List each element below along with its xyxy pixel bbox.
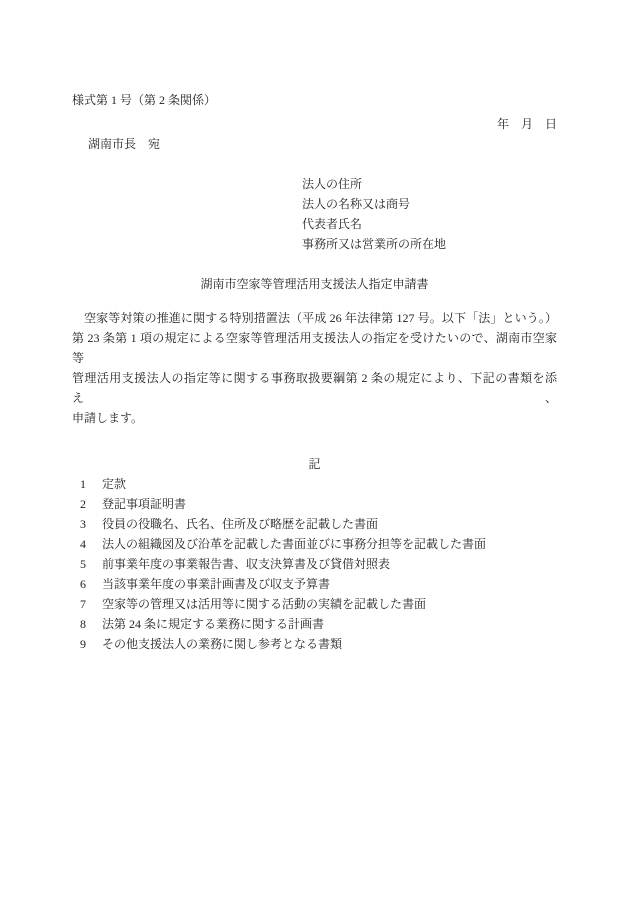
applicant-name-label: 法人の名称又は商号	[302, 197, 411, 211]
date-line: 年 月 日	[496, 117, 557, 131]
list-item	[80, 594, 557, 614]
list-item-number: 6	[80, 577, 86, 591]
body-paragraph	[72, 308, 557, 428]
list-item-text: 登記事項証明書	[102, 497, 187, 511]
list-item	[80, 474, 557, 494]
form-number: 様式第 1 号（第 2 条関係）	[72, 93, 217, 107]
list-item-number: 5	[80, 557, 86, 571]
list-item	[80, 514, 557, 534]
list-item-number: 4	[80, 537, 86, 551]
addressee: 湖南市長 宛	[88, 137, 161, 151]
applicant-address-label: 法人の住所	[302, 177, 363, 191]
document-title: 湖南市空家等管理活用支援法人指定申請書	[200, 277, 429, 291]
list-item-number: 9	[80, 637, 86, 651]
list-item-number: 2	[80, 497, 86, 511]
list-item-text: 定款	[102, 477, 127, 491]
list-item-number: 8	[80, 617, 86, 631]
body-line: 空家等対策の推進に関する特別措置法（平成 26 年法律第 127 号。以下「法」という。）	[84, 311, 557, 325]
list-item-number: 3	[80, 517, 86, 531]
list-item-text: その他支援法人の業務に関し参考となる書類	[102, 637, 343, 651]
body-line: 管理活用支援法人の指定等に関する事務取扱要綱第 2 条の規定により、下記の書類を添え、	[72, 371, 557, 405]
list-item	[80, 494, 557, 514]
list-item-text: 前事業年度の事業報告書、収支決算書及び貸借対照表	[102, 557, 391, 571]
list-item	[80, 634, 557, 654]
list-item-text: 法第 24 条に規定する業務に関する計画書	[102, 617, 325, 631]
body-line: 申請します。	[72, 411, 144, 425]
body-line: 第 23 条第 1 項の規定による空家等管理活用支援法人の指定を受けたいので、湖南市空家等	[72, 331, 557, 365]
list-item	[80, 574, 557, 594]
list-item	[80, 614, 557, 634]
list-item	[80, 554, 557, 574]
list-item-text: 当該事業年度の事業計画書及び収支予算書	[102, 577, 331, 591]
applicant-fields	[302, 174, 557, 254]
section-marker-ki: 記	[308, 457, 321, 471]
list-item-text: 法人の組織図及び沿革を記載した書面並びに事務分担等を記載した書面	[102, 537, 487, 551]
attachment-list	[72, 474, 557, 654]
list-item-number: 7	[80, 597, 86, 611]
office-location-label: 事務所又は営業所の所在地	[302, 237, 447, 251]
list-item	[80, 534, 557, 554]
list-item-text: 役員の役職名、氏名、住所及び略歴を記載した書面	[102, 517, 379, 531]
list-item-number: 1	[80, 477, 86, 491]
representative-name-label: 代表者氏名	[302, 217, 363, 231]
list-item-text: 空家等の管理又は活用等に関する活動の実績を記載した書面	[102, 597, 427, 611]
